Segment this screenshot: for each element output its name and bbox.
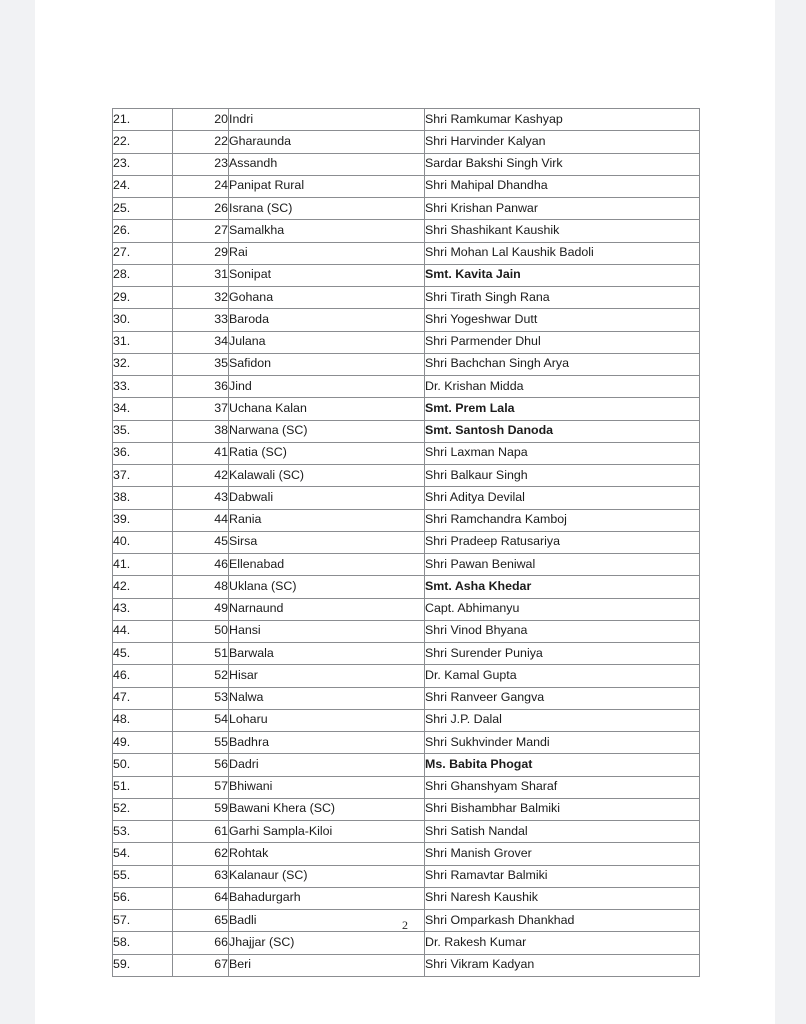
cell-candidate: Shri Naresh Kaushik	[425, 887, 700, 909]
cell-serial-no: 39.	[113, 509, 173, 531]
table-row	[113, 776, 700, 798]
cell-serial-no: 33.	[113, 376, 173, 398]
cell-candidate: Dr. Rakesh Kumar	[425, 932, 700, 954]
cell-constituency-no: 63	[173, 865, 229, 887]
cell-constituency: Assandh	[229, 153, 425, 175]
cell-serial-no: 54.	[113, 843, 173, 865]
cell-constituency: Kalanaur (SC)	[229, 865, 425, 887]
cell-constituency: Badli	[229, 910, 425, 932]
table-row	[113, 309, 700, 331]
cell-constituency-no: 34	[173, 331, 229, 353]
table-row	[113, 554, 700, 576]
cell-constituency-no: 51	[173, 643, 229, 665]
cell-candidate: Shri Bishambhar Balmiki	[425, 798, 700, 820]
cell-constituency: Ratia (SC)	[229, 442, 425, 464]
cell-candidate: Shri Aditya Devilal	[425, 487, 700, 509]
cell-candidate: Shri Vinod Bhyana	[425, 620, 700, 642]
cell-constituency-no: 38	[173, 420, 229, 442]
page-number: 2	[402, 918, 408, 932]
cell-constituency-no: 65	[173, 910, 229, 932]
table-row	[113, 131, 700, 153]
cell-candidate: Shri Pawan Beniwal	[425, 554, 700, 576]
cell-candidate: Dr. Krishan Midda	[425, 376, 700, 398]
cell-constituency-no: 57	[173, 776, 229, 798]
cell-candidate: Shri Sukhvinder Mandi	[425, 732, 700, 754]
cell-constituency: Israna (SC)	[229, 198, 425, 220]
table-row	[113, 531, 700, 553]
cell-serial-no: 59.	[113, 954, 173, 976]
cell-constituency-no: 45	[173, 531, 229, 553]
table-row	[113, 175, 700, 197]
cell-constituency-no: 31	[173, 264, 229, 286]
table-row	[113, 887, 700, 909]
cell-constituency: Jind	[229, 376, 425, 398]
cell-constituency: Dadri	[229, 754, 425, 776]
cell-candidate: Shri J.P. Dalal	[425, 709, 700, 731]
table-row	[113, 843, 700, 865]
cell-serial-no: 23.	[113, 153, 173, 175]
table-row	[113, 932, 700, 954]
table-row	[113, 687, 700, 709]
cell-constituency: Jhajjar (SC)	[229, 932, 425, 954]
cell-candidate: Shri Laxman Napa	[425, 442, 700, 464]
cell-constituency: Badhra	[229, 732, 425, 754]
table-row	[113, 732, 700, 754]
cell-serial-no: 57.	[113, 910, 173, 932]
cell-constituency: Rohtak	[229, 843, 425, 865]
cell-candidate: Shri Vikram Kadyan	[425, 954, 700, 976]
cell-serial-no: 56.	[113, 887, 173, 909]
cell-constituency-no: 66	[173, 932, 229, 954]
cell-candidate: Smt. Asha Khedar	[425, 576, 700, 598]
cell-serial-no: 58.	[113, 932, 173, 954]
cell-constituency: Hisar	[229, 665, 425, 687]
document-page	[35, 0, 775, 1024]
cell-candidate: Shri Satish Nandal	[425, 821, 700, 843]
cell-constituency: Julana	[229, 331, 425, 353]
cell-candidate: Shri Ramkumar Kashyap	[425, 109, 700, 131]
cell-serial-no: 34.	[113, 398, 173, 420]
cell-candidate: Smt. Kavita Jain	[425, 264, 700, 286]
cell-serial-no: 48.	[113, 709, 173, 731]
table-row	[113, 865, 700, 887]
cell-candidate: Shri Krishan Panwar	[425, 198, 700, 220]
cell-serial-no: 42.	[113, 576, 173, 598]
cell-candidate: Shri Balkaur Singh	[425, 465, 700, 487]
cell-serial-no: 22.	[113, 131, 173, 153]
cell-constituency-no: 56	[173, 754, 229, 776]
cell-constituency: Baroda	[229, 309, 425, 331]
cell-serial-no: 52.	[113, 798, 173, 820]
table-row	[113, 465, 700, 487]
cell-constituency-no: 49	[173, 598, 229, 620]
cell-candidate: Shri Ramavtar Balmiki	[425, 865, 700, 887]
cell-constituency-no: 44	[173, 509, 229, 531]
cell-serial-no: 46.	[113, 665, 173, 687]
table-row	[113, 620, 700, 642]
cell-constituency-no: 35	[173, 353, 229, 375]
cell-candidate: Shri Pradeep Ratusariya	[425, 531, 700, 553]
cell-candidate: Smt. Prem Lala	[425, 398, 700, 420]
cell-serial-no: 49.	[113, 732, 173, 754]
cell-constituency-no: 33	[173, 309, 229, 331]
cell-constituency-no: 22	[173, 131, 229, 153]
cell-serial-no: 44.	[113, 620, 173, 642]
table-row	[113, 798, 700, 820]
table-row	[113, 821, 700, 843]
cell-candidate: Smt. Santosh Danoda	[425, 420, 700, 442]
cell-serial-no: 29.	[113, 287, 173, 309]
table-row	[113, 754, 700, 776]
cell-constituency-no: 29	[173, 242, 229, 264]
cell-serial-no: 35.	[113, 420, 173, 442]
cell-constituency: Rai	[229, 242, 425, 264]
table-row	[113, 643, 700, 665]
cell-constituency-no: 59	[173, 798, 229, 820]
cell-constituency-no: 67	[173, 954, 229, 976]
cell-constituency-no: 41	[173, 442, 229, 464]
cell-candidate: Shri Shashikant Kaushik	[425, 220, 700, 242]
table-row	[113, 487, 700, 509]
cell-candidate: Shri Tirath Singh Rana	[425, 287, 700, 309]
cell-serial-no: 27.	[113, 242, 173, 264]
cell-candidate: Dr. Kamal Gupta	[425, 665, 700, 687]
table-row	[113, 598, 700, 620]
cell-constituency-no: 55	[173, 732, 229, 754]
cell-serial-no: 31.	[113, 331, 173, 353]
table-row	[113, 954, 700, 976]
cell-constituency-no: 46	[173, 554, 229, 576]
cell-serial-no: 40.	[113, 531, 173, 553]
cell-candidate: Sardar Bakshi Singh Virk	[425, 153, 700, 175]
cell-constituency: Bhiwani	[229, 776, 425, 798]
cell-constituency: Nalwa	[229, 687, 425, 709]
cell-constituency: Sonipat	[229, 264, 425, 286]
cell-candidate: Shri Surender Puniya	[425, 643, 700, 665]
cell-serial-no: 45.	[113, 643, 173, 665]
cell-serial-no: 55.	[113, 865, 173, 887]
table-row	[113, 198, 700, 220]
table-row	[113, 509, 700, 531]
cell-constituency: Samalkha	[229, 220, 425, 242]
table-row	[113, 264, 700, 286]
cell-serial-no: 25.	[113, 198, 173, 220]
cell-candidate: Shri Parmender Dhul	[425, 331, 700, 353]
cell-constituency-no: 20	[173, 109, 229, 131]
table-row	[113, 109, 700, 131]
cell-constituency: Indri	[229, 109, 425, 131]
table-row	[113, 242, 700, 264]
cell-candidate: Shri Mohan Lal Kaushik Badoli	[425, 242, 700, 264]
cell-constituency-no: 62	[173, 843, 229, 865]
cell-constituency-no: 48	[173, 576, 229, 598]
cell-constituency: Narnaund	[229, 598, 425, 620]
cell-constituency-no: 27	[173, 220, 229, 242]
cell-constituency: Rania	[229, 509, 425, 531]
cell-constituency-no: 64	[173, 887, 229, 909]
cell-constituency: Narwana (SC)	[229, 420, 425, 442]
cell-constituency: Dabwali	[229, 487, 425, 509]
cell-constituency: Beri	[229, 954, 425, 976]
cell-candidate: Ms. Babita Phogat	[425, 754, 700, 776]
cell-constituency-no: 61	[173, 821, 229, 843]
cell-serial-no: 43.	[113, 598, 173, 620]
candidate-list-body	[113, 109, 700, 977]
cell-candidate: Shri Harvinder Kalyan	[425, 131, 700, 153]
table-row	[113, 442, 700, 464]
cell-constituency-no: 36	[173, 376, 229, 398]
cell-candidate: Shri Ghanshyam Sharaf	[425, 776, 700, 798]
table-row	[113, 420, 700, 442]
table-row	[113, 665, 700, 687]
cell-candidate: Shri Mahipal Dhandha	[425, 175, 700, 197]
cell-serial-no: 28.	[113, 264, 173, 286]
cell-constituency-no: 50	[173, 620, 229, 642]
cell-constituency: Panipat Rural	[229, 175, 425, 197]
cell-constituency-no: 26	[173, 198, 229, 220]
table-row	[113, 709, 700, 731]
cell-serial-no: 36.	[113, 442, 173, 464]
cell-constituency-no: 52	[173, 665, 229, 687]
cell-candidate: Shri Ramchandra Kamboj	[425, 509, 700, 531]
cell-constituency: Gohana	[229, 287, 425, 309]
cell-constituency-no: 53	[173, 687, 229, 709]
cell-constituency-no: 54	[173, 709, 229, 731]
cell-candidate: Shri Ranveer Gangva	[425, 687, 700, 709]
cell-serial-no: 50.	[113, 754, 173, 776]
cell-constituency: Safidon	[229, 353, 425, 375]
cell-candidate: Shri Yogeshwar Dutt	[425, 309, 700, 331]
cell-candidate: Shri Manish Grover	[425, 843, 700, 865]
cell-constituency: Ellenabad	[229, 554, 425, 576]
table-row	[113, 353, 700, 375]
cell-serial-no: 51.	[113, 776, 173, 798]
cell-constituency-no: 24	[173, 175, 229, 197]
table-row	[113, 331, 700, 353]
cell-constituency: Garhi Sampla-Kiloi	[229, 821, 425, 843]
cell-serial-no: 47.	[113, 687, 173, 709]
cell-serial-no: 41.	[113, 554, 173, 576]
cell-constituency: Barwala	[229, 643, 425, 665]
cell-serial-no: 37.	[113, 465, 173, 487]
cell-constituency: Hansi	[229, 620, 425, 642]
cell-constituency: Uchana Kalan	[229, 398, 425, 420]
cell-constituency-no: 42	[173, 465, 229, 487]
table-row	[113, 220, 700, 242]
cell-serial-no: 53.	[113, 821, 173, 843]
table-row	[113, 398, 700, 420]
cell-candidate: Capt. Abhimanyu	[425, 598, 700, 620]
cell-constituency: Bahadurgarh	[229, 887, 425, 909]
cell-serial-no: 21.	[113, 109, 173, 131]
cell-candidate: Shri Bachchan Singh Arya	[425, 353, 700, 375]
cell-constituency: Sirsa	[229, 531, 425, 553]
candidate-list-table-container	[112, 108, 699, 977]
cell-constituency-no: 32	[173, 287, 229, 309]
cell-constituency: Kalawali (SC)	[229, 465, 425, 487]
cell-constituency-no: 43	[173, 487, 229, 509]
table-row	[113, 376, 700, 398]
cell-serial-no: 38.	[113, 487, 173, 509]
table-row	[113, 287, 700, 309]
candidate-list-table	[112, 108, 700, 977]
cell-serial-no: 32.	[113, 353, 173, 375]
table-row	[113, 153, 700, 175]
cell-candidate: Shri Omparkash Dhankhad	[425, 910, 700, 932]
cell-serial-no: 26.	[113, 220, 173, 242]
cell-constituency: Bawani Khera (SC)	[229, 798, 425, 820]
table-row	[113, 576, 700, 598]
cell-constituency-no: 23	[173, 153, 229, 175]
cell-constituency: Gharaunda	[229, 131, 425, 153]
cell-constituency: Uklana (SC)	[229, 576, 425, 598]
cell-serial-no: 24.	[113, 175, 173, 197]
cell-constituency: Loharu	[229, 709, 425, 731]
cell-serial-no: 30.	[113, 309, 173, 331]
cell-constituency-no: 37	[173, 398, 229, 420]
